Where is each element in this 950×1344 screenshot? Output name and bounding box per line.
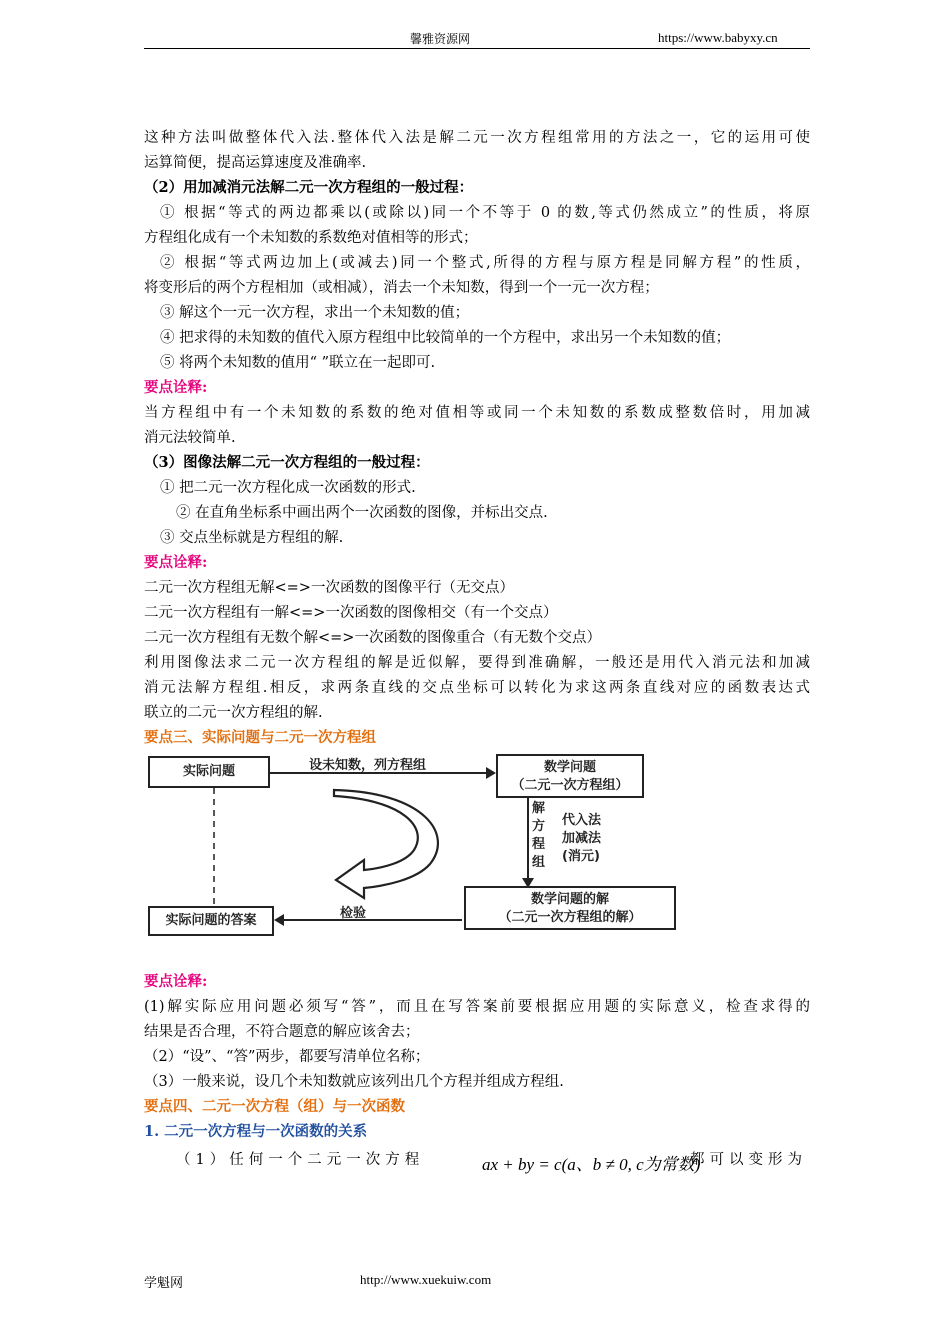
step-line: ② 在直角坐标系中画出两个一次函数的图像，并标出交点. <box>176 505 548 521</box>
note-line: 当方程组中有一个未知数的系数的绝对值相等或同一个未知数的系数成整数倍时，用加减 <box>144 405 810 421</box>
footer-site: 学魁网 <box>144 1276 184 1291</box>
box-math-solution-label: 数学问题的解 <box>530 892 609 907</box>
note-line: （2）“设”、“答”两步，都要写清单位名称； <box>144 1049 430 1065</box>
methods-label <box>562 812 601 866</box>
step-line: ③ 解这个一元一次方程，求出一个未知数的值； <box>160 305 470 321</box>
note-line: 利用图像法求二元一次方程组的解是近似解，要得到准确解，一般还是用代入消元法和加减 <box>144 655 810 671</box>
box-math-problem <box>496 754 644 798</box>
section-title: 要点四、二元一次方程（组）与一次函数 <box>144 1098 405 1115</box>
paragraph-line: 运算简便，提高运算速度及准确率. <box>144 155 367 171</box>
section-title: 要点三、实际问题与二元一次方程组 <box>144 729 376 746</box>
arrow-head <box>274 914 284 926</box>
step-line: 将变形后的两个方程相加（或相减），消去一个未知数，得到一个一元一次方程； <box>144 280 659 296</box>
last-line-post: 都可以变形为 <box>690 1152 807 1168</box>
method-elimination: 加减法 <box>562 831 602 846</box>
step-line: ④ 把求得的未知数的值代入原方程组中比较简单的一个方程中，求出另一个未知数的值； <box>160 330 731 346</box>
paragraph-line: 这种方法叫做整体代入法.整体代入法是解二元一次方程组常用的方法之一，它的运用可使 <box>144 130 810 146</box>
curved-return-arrow <box>334 790 438 898</box>
note-title: 要点诠释: <box>144 973 208 990</box>
arrow-label-check: 检验 <box>340 906 367 921</box>
note-line: (1)解实际应用问题必须写“答”，而且在写答案前要根据应用题的实际意义，检查求得的 <box>144 999 810 1015</box>
box-real-problem-label: 实际问题 <box>182 764 235 779</box>
header-url[interactable]: https://www.babyxy.cn <box>658 30 778 45</box>
equation: ax + by = c(a、b ≠ 0, c为常数) <box>482 1155 701 1174</box>
arrow-label-top: 设未知数，列方程组 <box>309 758 427 773</box>
step-line: ② 根据“等式两边加上(或减去)同一个整式,所得的方程与原方程是同解方程”的性质， <box>160 255 810 271</box>
box-math-problem-sub: （二元一次方程组） <box>511 778 629 793</box>
note-line: 结果是否合理，不符合题意的解应该舍去； <box>144 1024 420 1040</box>
header-site: 馨雅资源网 <box>410 32 471 46</box>
subsection-title: 1. 二元一次方程与一次函数的关系 <box>144 1123 368 1140</box>
step-line: ⑤ 将两个未知数的值用“ ”联立在一起即可. <box>160 355 436 371</box>
note-title: 要点诠释: <box>144 554 208 571</box>
flow-diagram <box>144 752 684 942</box>
box-answer <box>148 906 274 936</box>
box-math-solution-sub: （二元一次方程组的解） <box>498 910 642 925</box>
note-line: 二元一次方程组有一解<=>一次函数的图像相交（有一个交点） <box>144 605 558 621</box>
section-heading: （3）图像法解二元一次方程组的一般过程： <box>144 454 430 471</box>
header-rule <box>144 48 810 49</box>
method-substitution: 代入法 <box>562 813 602 828</box>
box-math-problem-label: 数学问题 <box>543 760 596 775</box>
note-line: 联立的二元一次方程组的解. <box>144 705 323 721</box>
last-line-pre: （1）任何一个二元一次方程 <box>176 1152 425 1168</box>
note-line: 二元一次方程组无解<=>一次函数的图像平行（无交点） <box>144 580 514 596</box>
note-line: 消元法较简单. <box>144 430 236 446</box>
section-heading: （2）用加减消元法解二元一次方程组的一般过程： <box>144 179 474 196</box>
solve-vertical-label: 解方程组 <box>532 801 546 870</box>
box-real-problem <box>148 756 270 788</box>
step-line: 方程组化成有一个未知数的系数绝对值相等的形式； <box>144 230 478 246</box>
box-answer-label: 实际问题的答案 <box>165 913 257 928</box>
note-title: 要点诠释: <box>144 379 208 396</box>
step-line: ① 把二元一次方程化成一次函数的形式. <box>160 480 416 496</box>
note-line: 消元法解方程组.相反，求两条直线的交点坐标可以转化为求这两条直线对应的函数表达式 <box>144 680 810 696</box>
box-math-solution <box>464 886 676 930</box>
arrow-head <box>486 767 496 779</box>
note-line: 二元一次方程组有无数个解<=>一次函数的图像重合（有无数个交点） <box>144 630 601 646</box>
step-line: ③ 交点坐标就是方程组的解. <box>160 530 344 546</box>
step-line: ① 根据“等式的两边都乘以(或除以)同一个不等于 0 的数,等式仍然成立”的性质，将原 <box>160 205 810 221</box>
method-note: (消元) <box>562 849 600 864</box>
note-line: （3）一般来说，设几个未知数就应该列出几个方程并组成方程组. <box>144 1074 564 1090</box>
footer-url[interactable]: http://www.xuekuiw.com <box>360 1272 492 1287</box>
